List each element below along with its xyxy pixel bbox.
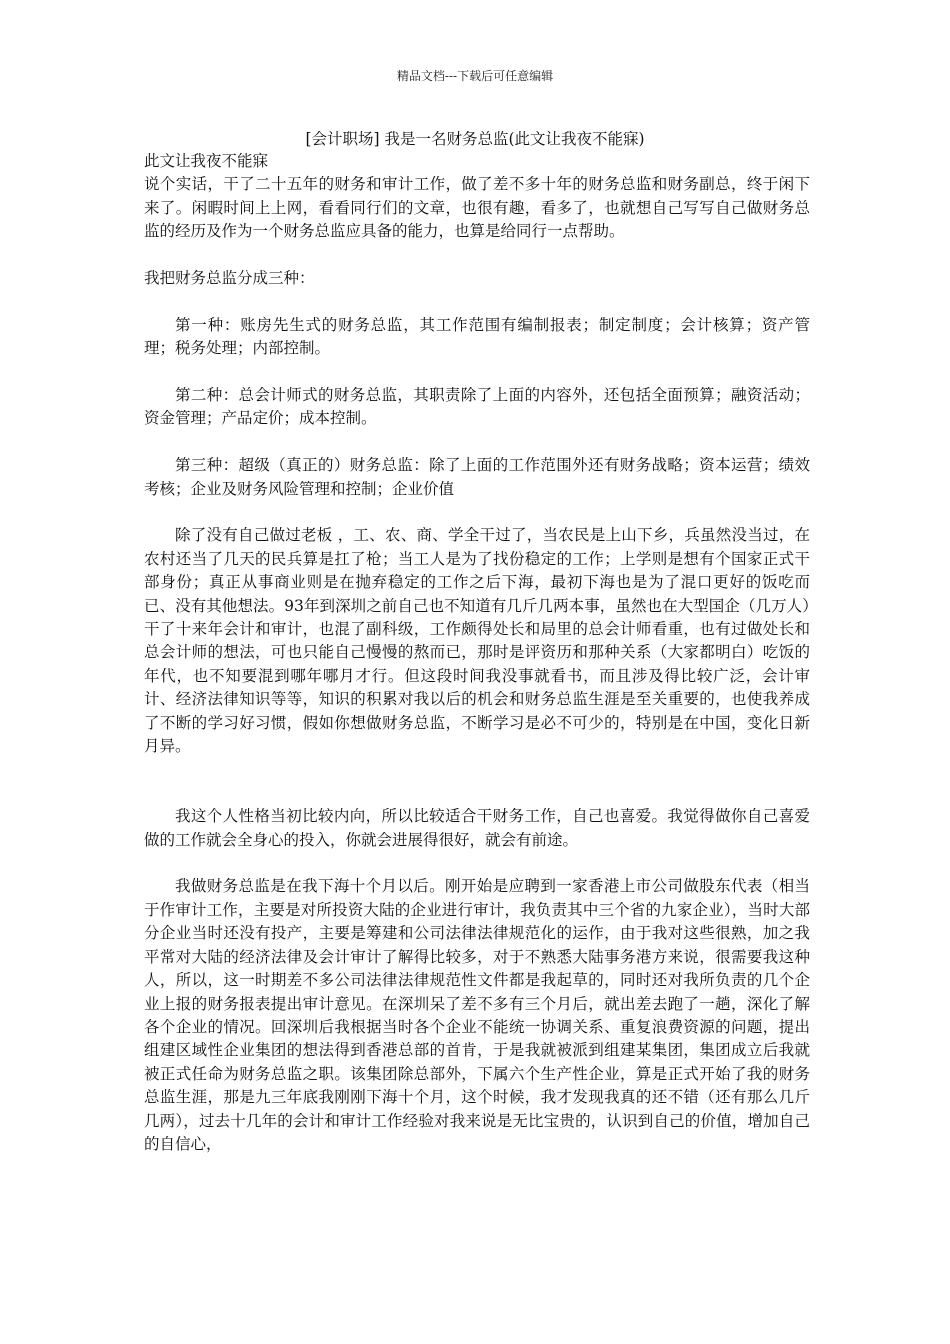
paragraph-type-one: 第一种：账房先生式的财务总监，其工作范围有编制报表；制定制度；会计核算；资产管理；税务处理；内部控制。 <box>144 315 810 358</box>
paragraph-background: 除了没有自己做过老板 ，工、农、商、学全干过了，当农民是上山下乡，兵虽然没当过，在农村还当了几天的民兵算是扛了枪；当工人是为了找份稳定的工作；上学则是想有个国家正式干部身份；真正从事商业则是在抛弃稳定的工作之后下海，最初下海也是为了混口更好的饭吃而已、没有其他想法。93年到深圳之前自己也不知道有几斤几两本事，虽然也在大型国企（几万人）干了十来年会计和审计，也混了副科级，工作颇得处长和局里的总会计师看重，也有过做处长和总会计师的想法，可也只能自己慢慢的熬而已，那时是评资历和那种关系（大家都明白）吃饭的年代，也不知要混到哪年哪月才行。但这段时间我没事就看书，而且涉及得比较广泛，会计审计、经济法律知识等等，知识的积累对我以后的机会和财务总监生涯是至关重要的，也使我养成了不断的学习好习惯，假如你想做财务总监，不断学习是必不可少的，特别是在中国，变化日新月异。 <box>144 526 810 756</box>
paragraph-three-types: 我把财务总监分成三种： <box>144 269 315 288</box>
paragraph-personality: 我这个人性格当初比较内向，所以比较适合干财务工作，自己也喜爱。我觉得做你自己喜爱做的工作就会全身心的投入，你就会进展得很好，就会有前途。 <box>144 807 810 849</box>
document-body <box>144 150 810 1156</box>
subtitle-line: 此文让我夜不能寐 <box>144 152 269 170</box>
paragraph-type-three: 第三种：超级（真正的）财务总监：除了上面的工作范围外还有财务战略；资本运营；绩效考核；企业及财务风险管理和控制；企业价值 <box>144 456 810 498</box>
paragraph-spacer <box>144 501 810 524</box>
paragraph-spacer <box>144 852 810 875</box>
paragraph-type-two: 第二种：总会计师式的财务总监，其职责除了上面的内容外，还包括全面预算；融资活动；资金管理；产品定价；成本控制。 <box>144 386 810 428</box>
paragraph-spacer <box>144 290 810 313</box>
document-title: [会计职场] 我是一名财务总监(此文让我夜不能寐) <box>305 130 645 148</box>
paragraph-spacer <box>144 758 810 805</box>
paragraph-spacer <box>144 431 810 454</box>
paragraph-spacer <box>144 244 810 267</box>
paragraph-intro: 说个实话，干了二十五年的财务和审计工作，做了差不多十年的财务总监和财务副总，终于闲下来了。闲暇时间上上网，看看同行们的文章，也很有趣，看多了，也就想自己写写自己做财务总监的经历及作为一个财务总监应具备的能力，也算是给同行一点帮助。 <box>144 175 810 241</box>
header-note: 精品文档---下载后可任意编辑 <box>396 69 554 83</box>
paragraph-career-start: 我做财务总监是在我下海十个月以后。刚开始是应聘到一家香港上市公司做股东代表（相当于作审计工作，主要是对所投资大陆的企业进行审计，我负责其中三个省的九家企业），当时大部分企业当时还没有投产，主要是筹建和公司法律法律规范化的运作，由于我对这些很熟，加之我平常对大陆的经济法律及会计审计了解得比较多，对于不熟悉大陆事务港方来说，很需要我这种人，所以，这一时期差不多公司法律法律规范性文件都是我起草的，同时还对我所负责的几个企业上报的财务报表提出审计意见。在深圳呆了差不多有三个月后，就出差去跑了一趟，深化了解各个企业的情况。回深圳后我根据当时各个企业不能统一协调关系、重复浪费资源的问题，提出组建区域性企业集团的想法得到香港总部的首肯，于是我就被派到组建某集团，集团成立后我就被正式任命为财务总监之职。该集团除总部外，下属六个生产性企业，算是正式开始了我的财务总监生涯，那是九三年底我刚刚下海十个月，这个时候，我才发现我真的还不错（还有那么几斤几两），过去十几年的会计和审计工作经验对我来说是无比宝贵的，认识到自己的价值，增加自己的自信心， <box>144 877 810 1153</box>
paragraph-spacer <box>144 361 810 384</box>
